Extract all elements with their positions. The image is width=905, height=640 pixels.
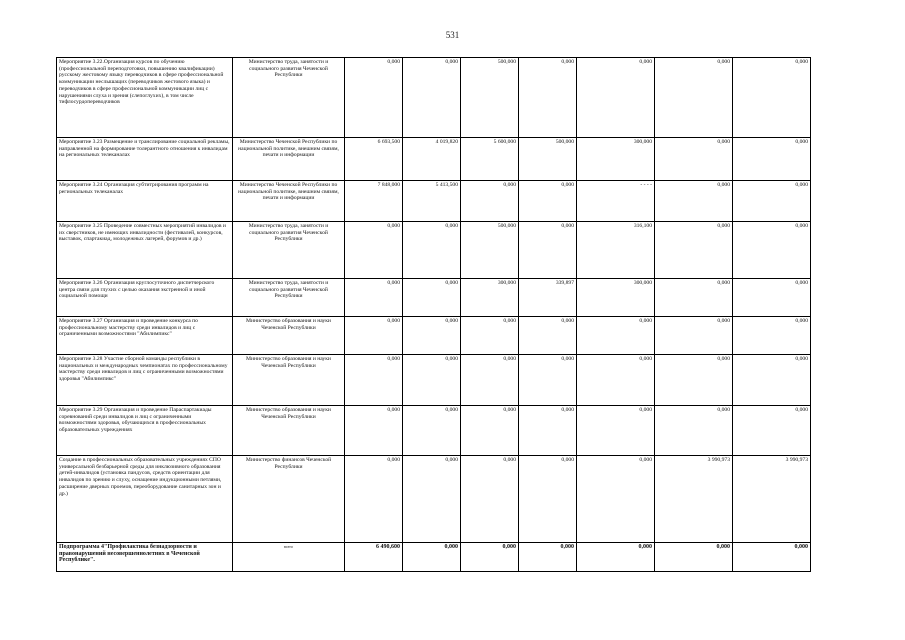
value-cell: 0,000 xyxy=(461,317,519,355)
value-cell: 0,000 xyxy=(733,222,811,279)
value-cell: 0,000 xyxy=(655,222,733,279)
organization-cell: Министерство труда, занятости и социального развития Чеченской Республики xyxy=(233,58,345,138)
value-cell: 0,000 xyxy=(733,58,811,138)
organization-cell: Министерство Чеченской Республики по национальной политике, внешним связям, печати и информации xyxy=(233,138,345,181)
value-cell: 339,897 xyxy=(519,279,577,317)
value-cell: 0,000 xyxy=(403,317,461,355)
value-cell: 3 990,973 xyxy=(733,456,811,543)
value-cell: 0,000 xyxy=(733,181,811,222)
subprogram-total-row xyxy=(57,543,811,572)
value-cell: 0,000 xyxy=(577,58,655,138)
table-row xyxy=(57,279,811,317)
value-cell: 0,000 xyxy=(655,355,733,406)
total-value-cell: 0,000 xyxy=(461,543,519,572)
value-cell: 316,100 xyxy=(577,222,655,279)
total-value-cell: 0,000 xyxy=(403,543,461,572)
value-cell: 0,000 xyxy=(461,406,519,456)
value-cell: 0,000 xyxy=(655,279,733,317)
total-value-cell: 0,000 xyxy=(655,543,733,572)
total-value-cell: 0,000 xyxy=(733,543,811,572)
value-cell: 0,000 xyxy=(733,138,811,181)
value-cell: 0,000 xyxy=(519,317,577,355)
value-cell: 0,000 xyxy=(403,279,461,317)
organization-cell: Министерство труда, занятости и социального развития Чеченской Республики xyxy=(233,222,345,279)
value-cell: 500,000 xyxy=(461,58,519,138)
value-cell: 0,000 xyxy=(577,456,655,543)
value-cell: 0,000 xyxy=(345,222,403,279)
organization-cell: Министерство образования и науки Чеченской Республики xyxy=(233,317,345,355)
value-cell: 0,000 xyxy=(403,58,461,138)
value-cell: 4 019,820 xyxy=(403,138,461,181)
organization-cell: Министерство образования и науки Чеченской Республики xyxy=(233,355,345,406)
organization-cell: Министерство образования и науки Чеченской Республики xyxy=(233,406,345,456)
table-row xyxy=(57,181,811,222)
table-row xyxy=(57,222,811,279)
value-cell: 0,000 xyxy=(461,456,519,543)
activity-cell: Мероприятие 3.27 Организация и проведение конкурса по профессиональному мастерству среди инвалидов и лиц с ограниченными возможностями "Абилимпикс" xyxy=(57,317,233,355)
value-cell: 0,000 xyxy=(519,456,577,543)
organization-cell: Министерство финансов Чеченской Республики xyxy=(233,456,345,543)
value-cell: 0,000 xyxy=(577,406,655,456)
value-cell: 0,000 xyxy=(519,222,577,279)
value-cell: 0,000 xyxy=(403,222,461,279)
activity-cell: Мероприятие 3.25 Проведение совместных мероприятий инвалидов и их сверстников, не имеющих инвалидности (фестивалей, конкурсов, выставок, спартакиад, молодежных лагерей, форумов и др.) xyxy=(57,222,233,279)
value-cell: 6 693,500 xyxy=(345,138,403,181)
value-cell: 300,000 xyxy=(461,279,519,317)
value-cell: 0,000 xyxy=(733,317,811,355)
table-row xyxy=(57,317,811,355)
value-cell: 0,000 xyxy=(655,317,733,355)
table-body xyxy=(57,58,811,572)
total-value-cell: 0,000 xyxy=(519,543,577,572)
activity-cell: Мероприятие 3.24 Организация субтитрирования программ на региональных телеканалах xyxy=(57,181,233,222)
value-cell: 0,000 xyxy=(655,58,733,138)
table-row xyxy=(57,406,811,456)
value-cell: 0,000 xyxy=(345,58,403,138)
value-cell: 0,000 xyxy=(519,406,577,456)
organization-cell: Министерство труда, занятости и социального развития Чеченской Республики xyxy=(233,279,345,317)
value-cell: 0,000 xyxy=(345,456,403,543)
value-cell: 0,000 xyxy=(403,406,461,456)
total-value-cell: 0,000 xyxy=(577,543,655,572)
activity-cell: Мероприятие 3.28 Участие сборной команды республики в национальных и международных чемпионатах по профессиональному мастерству среди инвалидов и лиц с ограниченными возможностями здоровья "Абилимпикс" xyxy=(57,355,233,406)
value-cell: 0,000 xyxy=(519,181,577,222)
total-label: всего xyxy=(233,543,345,572)
value-cell: 0,000 xyxy=(345,355,403,406)
activity-cell: Мероприятие 3.29 Организация и проведение Параспартакиады соревнований среди инвалидов и лиц с ограниченными возможностями здоровья, обучающихся в профессиональных образовательных учреждениях xyxy=(57,406,233,456)
page-number: 531 xyxy=(445,30,460,40)
value-cell: 0,000 xyxy=(655,406,733,456)
value-cell: 0,000 xyxy=(655,138,733,181)
value-cell: 0,000 xyxy=(733,406,811,456)
activity-cell: Мероприятие 3.22.Организация курсов по обучению (профессиональной переподготовки, повышению квалификации) русскому жестовому языку переводчиков в сфере профессиональной коммуникации неслышащих (переводчиков жестового языка) и переводчиков в сфере профессиональной коммуникации лиц с нарушениями слуха и зрения (слепоглухих), в том числе тифлосурдопереводчиков xyxy=(57,58,233,138)
value-cell: 500,000 xyxy=(461,222,519,279)
value-cell: 0,000 xyxy=(461,181,519,222)
value-cell: - - - - xyxy=(577,181,655,222)
value-cell: 0,000 xyxy=(519,58,577,138)
value-cell: 0,000 xyxy=(733,355,811,406)
value-cell: 0,000 xyxy=(403,355,461,406)
value-cell: 3 990,973 xyxy=(655,456,733,543)
activity-cell: Мероприятие 3.23 Размещение и транслирование социальной рекламы, направленной на формирование толерантного отношения к инвалидам на региональных телеканалах xyxy=(57,138,233,181)
value-cell: 5 600,000 xyxy=(461,138,519,181)
budget-table xyxy=(56,57,811,572)
value-cell: 0,000 xyxy=(519,355,577,406)
value-cell: 300,000 xyxy=(577,138,655,181)
value-cell: 0,000 xyxy=(577,317,655,355)
activity-cell: Мероприятие 3.26 Организация круглосуточного диспетчерского центра связи для глухих с целью оказания экстренной и иной социальной помощи xyxy=(57,279,233,317)
value-cell: 0,000 xyxy=(345,317,403,355)
value-cell: 7 848,000 xyxy=(345,181,403,222)
activity-cell: Создание в профессиональных образовательных учреждениях СПО универсальной безбарьерной среды для инклюзивного образования детей-инвалидов (установка пандусов, средств ориентации для инвалидов по зрению и слуху, оснащение индукционными петлями, расширение дверных проемов, переоборудование санитарных зон и др.) xyxy=(57,456,233,543)
value-cell: 0,000 xyxy=(461,355,519,406)
total-value-cell: 6 490,600 xyxy=(345,543,403,572)
value-cell: 0,000 xyxy=(403,456,461,543)
value-cell: 5 413,500 xyxy=(403,181,461,222)
value-cell: 0,000 xyxy=(577,355,655,406)
table-row xyxy=(57,456,811,543)
table-row xyxy=(57,138,811,181)
subprogram-title: Подпрограмма 4"Профилактика безнадзорности и правонарушений несовершеннолетних в Чеченской Республике". xyxy=(57,543,233,572)
value-cell: 0,000 xyxy=(345,406,403,456)
table-row xyxy=(57,355,811,406)
value-cell: 0,000 xyxy=(345,279,403,317)
value-cell: 300,000 xyxy=(577,279,655,317)
value-cell: 500,000 xyxy=(519,138,577,181)
organization-cell: Министерство Чеченской Республики по национальной политике, внешним связям, печати и информации xyxy=(233,181,345,222)
table-row xyxy=(57,58,811,138)
value-cell: 0,000 xyxy=(733,279,811,317)
value-cell: 0,000 xyxy=(655,181,733,222)
